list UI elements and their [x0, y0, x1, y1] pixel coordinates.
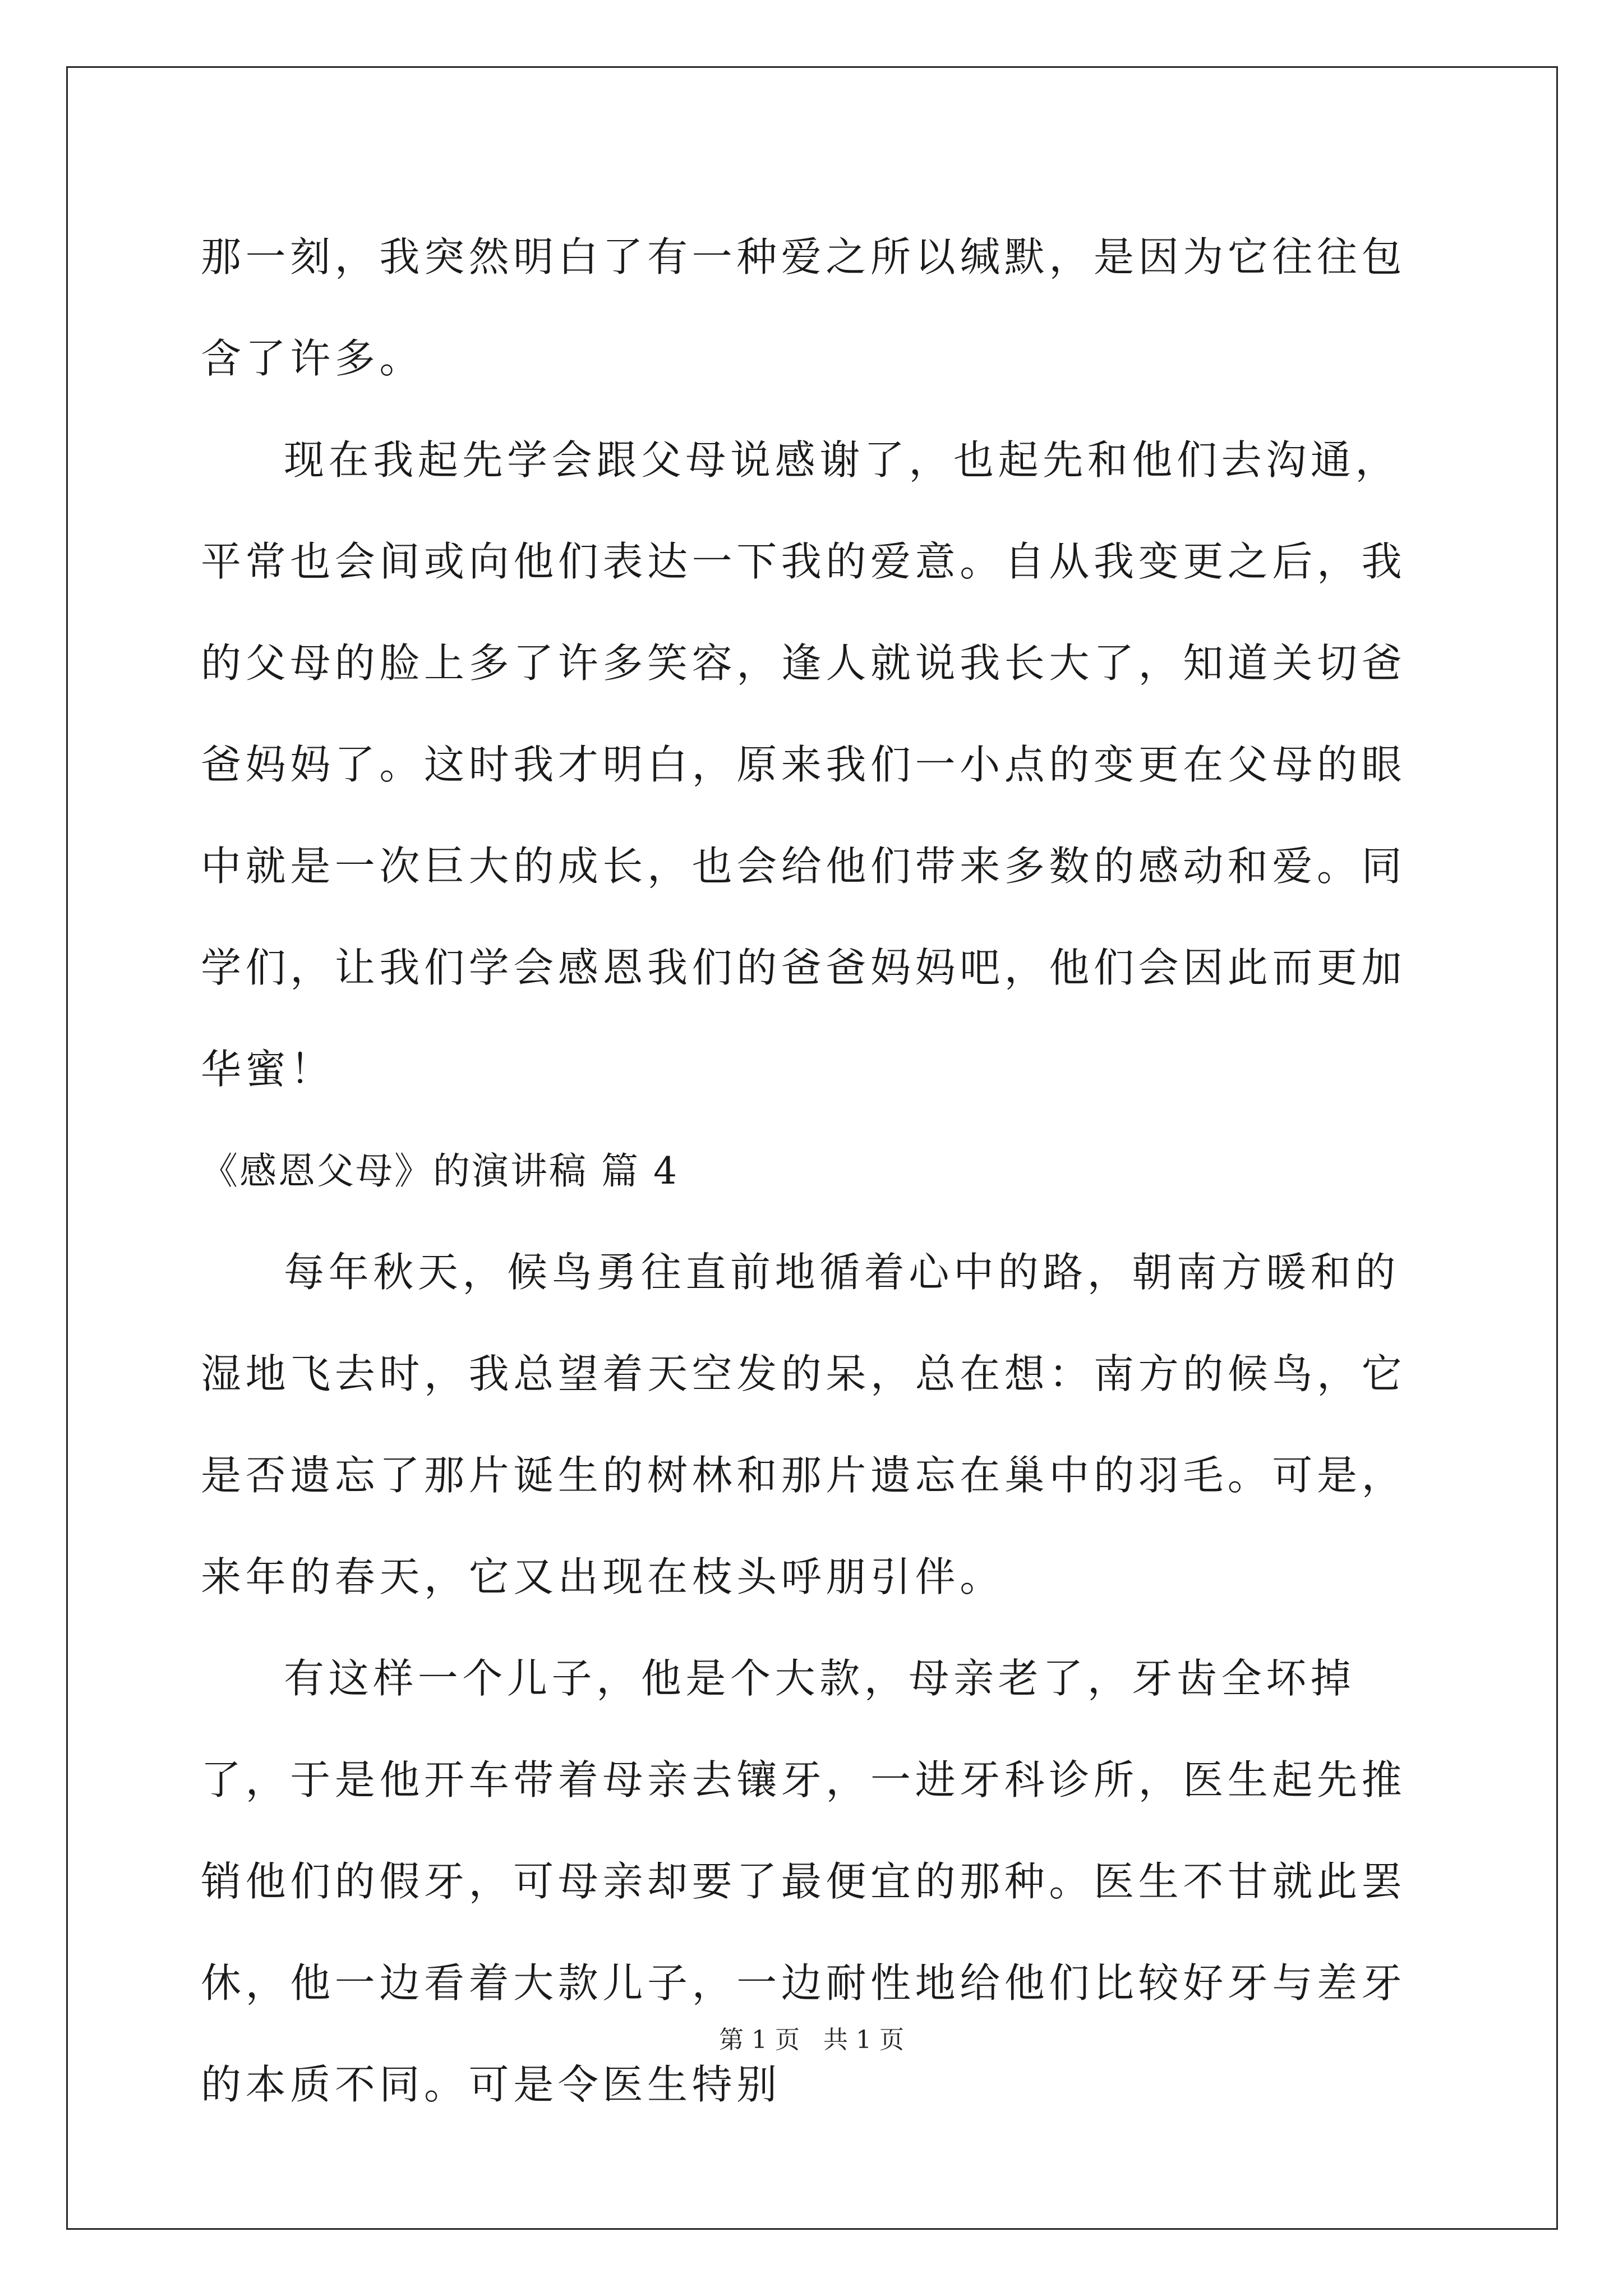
- paragraph-3: 每年秋天，候鸟勇往直前地循着心中的路，朝南方暖和的湿地飞去时，我总望着天空发的呆，总在想：南方的候鸟，它是否遗忘了那片诞生的树林和那片遗忘在巢中的羽毛。可是，来年的春天，它又出现在枝头呼朋引伴。: [201, 1249, 1407, 1600]
- paragraph-2: 现在我起先学会跟父母说感谢了，也起先和他们去沟通，平常也会间或向他们表达一下我的爱意。自从我变更之后，我的父母的脸上多了许多笑容，逢人就说我长大了，知道关切爸爸妈妈了。这时我才明白，原来我们一小点的变更在父母的眼中就是一次巨大的成长，也会给他们带来多数的感动和爱。同学们，让我们学会感恩我们的爸爸妈妈吧，他们会因此而更加华蜜！: [201, 436, 1407, 1093]
- document-body: [201, 206, 1435, 2136]
- paragraph-4: 有这样一个儿子，他是个大款，母亲老了，牙齿全坏掉了，于是他开车带着母亲去镶牙，一进牙科诊所，医生起先推销他们的假牙，可母亲却要了最便宜的那种。医生不甘就此罢休，他一边看着大款儿子，一边耐性地给他们比较好牙与差牙的本质不同。可是令医生特别: [201, 1655, 1407, 2108]
- page-footer: [0, 2019, 1623, 2055]
- page-total: 共 1 页: [823, 2026, 904, 2054]
- page-number: 第 1 页: [719, 2026, 800, 2054]
- section-heading: 《感恩父母》的演讲稿 篇 4: [201, 1149, 679, 1193]
- paragraph-1: 那一刻，我突然明白了有一种爱之所以缄默，是因为它往往包含了许多。: [201, 233, 1407, 382]
